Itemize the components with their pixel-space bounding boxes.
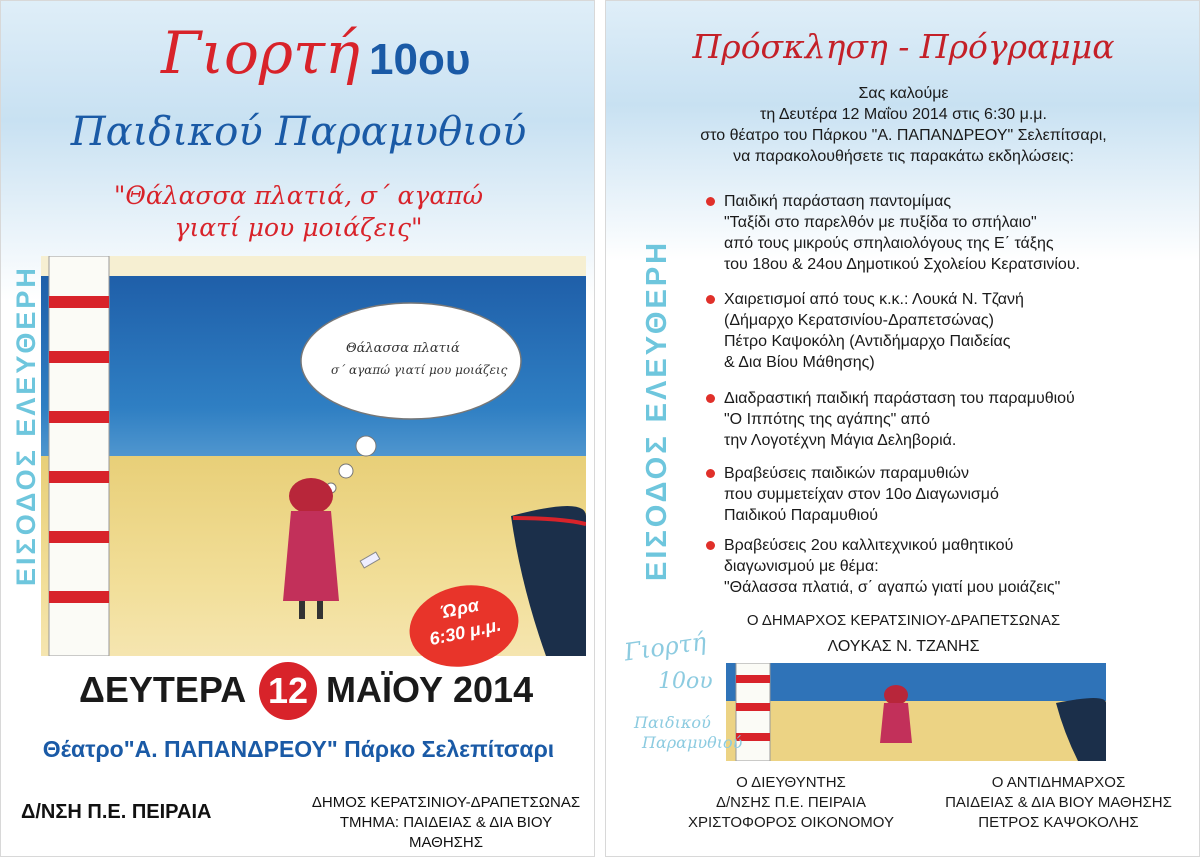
mayor-name: ΛΟΥΚΑΣ Ν. ΤΖΑΝΗΣ <box>827 638 980 655</box>
signature-line: Ο ΔΙΕΥΘΥΝΤΗΣ <box>736 774 846 791</box>
date-day: ΔΕΥΤΕΡΑ <box>79 669 247 710</box>
mini-title-line1: Γιορτή <box>622 627 708 667</box>
municipality-line2: ΤΜΗΜΑ: ΠΑΙΔΕΙΑΣ & ΔΙΑ ΒΙΟΥ ΜΑΘΗΣΗΣ <box>339 814 553 851</box>
intro-line: Σας καλούμε <box>858 85 949 102</box>
director-signature <box>666 773 916 833</box>
municipality-line1: ΔΗΜΟΣ ΚΕΡΑΤΣΙΝΙΟΥ-ΔΡΑΠΕΤΣΩΝΑΣ <box>311 794 581 811</box>
bubble-text-line1: Θάλασσα πλατιά <box>346 341 460 356</box>
mayor-title: Ο ΔΗΜΑΡΧΟΣ ΚΕΡΑΤΣΙΝΙΟΥ-ΔΡΑΠΕΤΣΩΝΑΣ <box>746 612 1061 629</box>
time-badge-label: Ώρα <box>439 594 481 623</box>
poster-subtitle: Παιδικού Παραμυθιού <box>70 109 527 155</box>
program-item-line: που συμμετείχαν στον 10ο Διαγωνισμό <box>724 486 999 503</box>
mini-title-line4: Παραμυθιού <box>642 733 743 752</box>
venue: Θέατρο"Α. ΠΑΠΑΝΔΡΕΟΥ" Πάρκο Σελεπίτσαρι <box>42 736 555 762</box>
signature-line: Δ/ΝΣΗΣ Π.Ε. ΠΕΙΡΑΙΑ <box>716 794 866 811</box>
program-item-line: Βραβεύσεις παιδικών παραμυθιών <box>724 465 969 482</box>
invitation-intro <box>606 83 1200 167</box>
date-month-year: ΜΑΪΟΥ 2014 <box>326 669 534 710</box>
bullet-icon <box>706 394 715 403</box>
bullet-icon <box>706 197 715 206</box>
signature-line: ΠΕΤΡΟΣ ΚΑΨΟΚΟΛΗΣ <box>978 814 1139 831</box>
bullet-icon <box>706 541 715 550</box>
bubble-text-line2: σ΄ αγαπώ γιατί μου μοιάζεις <box>331 363 508 377</box>
signature-line: Ο ΑΝΤΙΔΗΜΑΡΧΟΣ <box>991 774 1126 791</box>
intro-line: στο θέατρο του Πάρκου "Α. ΠΑΠΑΝΔΡΕΟΥ" Σελεπίτσαρι, <box>700 127 1107 144</box>
invitation-title: Πρόσκληση - Πρόγραμμα <box>692 27 1115 66</box>
program-item-line: Πέτρο Καψοκόλη (Αντιδήμαρχο Παιδείας <box>724 333 1011 350</box>
bullet-icon <box>706 469 715 478</box>
intro-line: τη Δευτέρα 12 Μαΐου 2014 στις 6:30 μ.μ. <box>760 106 1047 123</box>
program-item-line: & Δια Βίου Μάθησης) <box>724 354 875 371</box>
invitation-panel <box>605 0 1200 857</box>
program-item-line: "Θάλασσα πλατιά, σ΄ αγαπώ γιατί μου μοιάζεις" <box>724 579 1061 596</box>
date-number: 12 <box>259 662 317 720</box>
poster-quote-line1: "Θάλασσα πλατιά, σ΄ αγαπώ <box>113 181 484 210</box>
program-item-line: Χαιρετισμοί από τους κ.κ.: Λουκά Ν. Τζανή <box>724 291 1024 308</box>
poster-title: Γιορτή <box>161 19 360 87</box>
poster-quote-line2: γιατί μου μοιάζεις" <box>174 213 423 242</box>
deputy-mayor-signature <box>916 773 1200 833</box>
program-item-line: "Ο Ιππότης της αγάπης" από <box>724 411 930 428</box>
program-item-line: διαγωνισμού με θέμα: <box>724 558 879 575</box>
signature-line: ΧΡΙΣΤΟΦΟΡΟΣ ΟΙΚΟΝΟΜΟΥ <box>688 814 894 831</box>
program-item-line: Παιδική παράσταση παντομίμας <box>724 193 952 210</box>
time-badge-value: 6:30 μ.μ. <box>427 614 503 650</box>
intro-line: να παρακολουθήσετε τις παρακάτω εκδηλώσεις: <box>733 148 1074 165</box>
program-item-line: από τους μικρούς σπηλαιολόγους της Ε΄ τάξης <box>724 235 1054 252</box>
municipality <box>301 793 591 853</box>
mini-illustration-drawing <box>726 663 1106 761</box>
program-item-line: "Ταξίδι στο παρελθόν με πυξίδα το σπήλαιο" <box>724 214 1037 231</box>
mini-title-line3: Παιδικού <box>634 713 711 732</box>
program-item-line: Διαδραστική παιδική παράσταση του παραμυθιού <box>724 390 1075 407</box>
bullet-icon <box>706 295 715 304</box>
directorate: Δ/ΝΣΗ Π.Ε. ΠΕΙΡΑΙΑ <box>21 801 212 823</box>
program-item-line: την Λογοτέχνη Μάγια Δεληβοριά. <box>724 432 957 449</box>
poster-panel <box>0 0 595 857</box>
program-item-line: Βραβεύσεις 2ου καλλιτεχνικού μαθητικού <box>724 537 1014 554</box>
program-item-line: Παιδικού Παραμυθιού <box>724 507 878 524</box>
program-item-line: (Δήμαρχο Κερατσινίου-Δραπετσώνας) <box>724 312 994 329</box>
program-item-line: του 18ου & 24ου Δημοτικού Σχολείου Κερατσινίου. <box>724 256 1081 273</box>
free-entrance-vertical: ΕΙΣΟΔΟΣ ΕΛΕΥΘΕΡΗ <box>11 265 41 586</box>
mini-title-line2: 10ου <box>658 669 713 694</box>
mini-illustration <box>726 663 1106 761</box>
free-entrance-vertical: ΕΙΣΟΔΟΣ ΕΛΕΥΘΕΡΗ <box>641 239 673 581</box>
poster-title-ordinal: 10ου <box>369 35 471 84</box>
signature-line: ΠΑΙΔΕΙΑΣ & ΔΙΑ ΒΙΟΥ ΜΑΘΗΣΗΣ <box>945 794 1172 811</box>
